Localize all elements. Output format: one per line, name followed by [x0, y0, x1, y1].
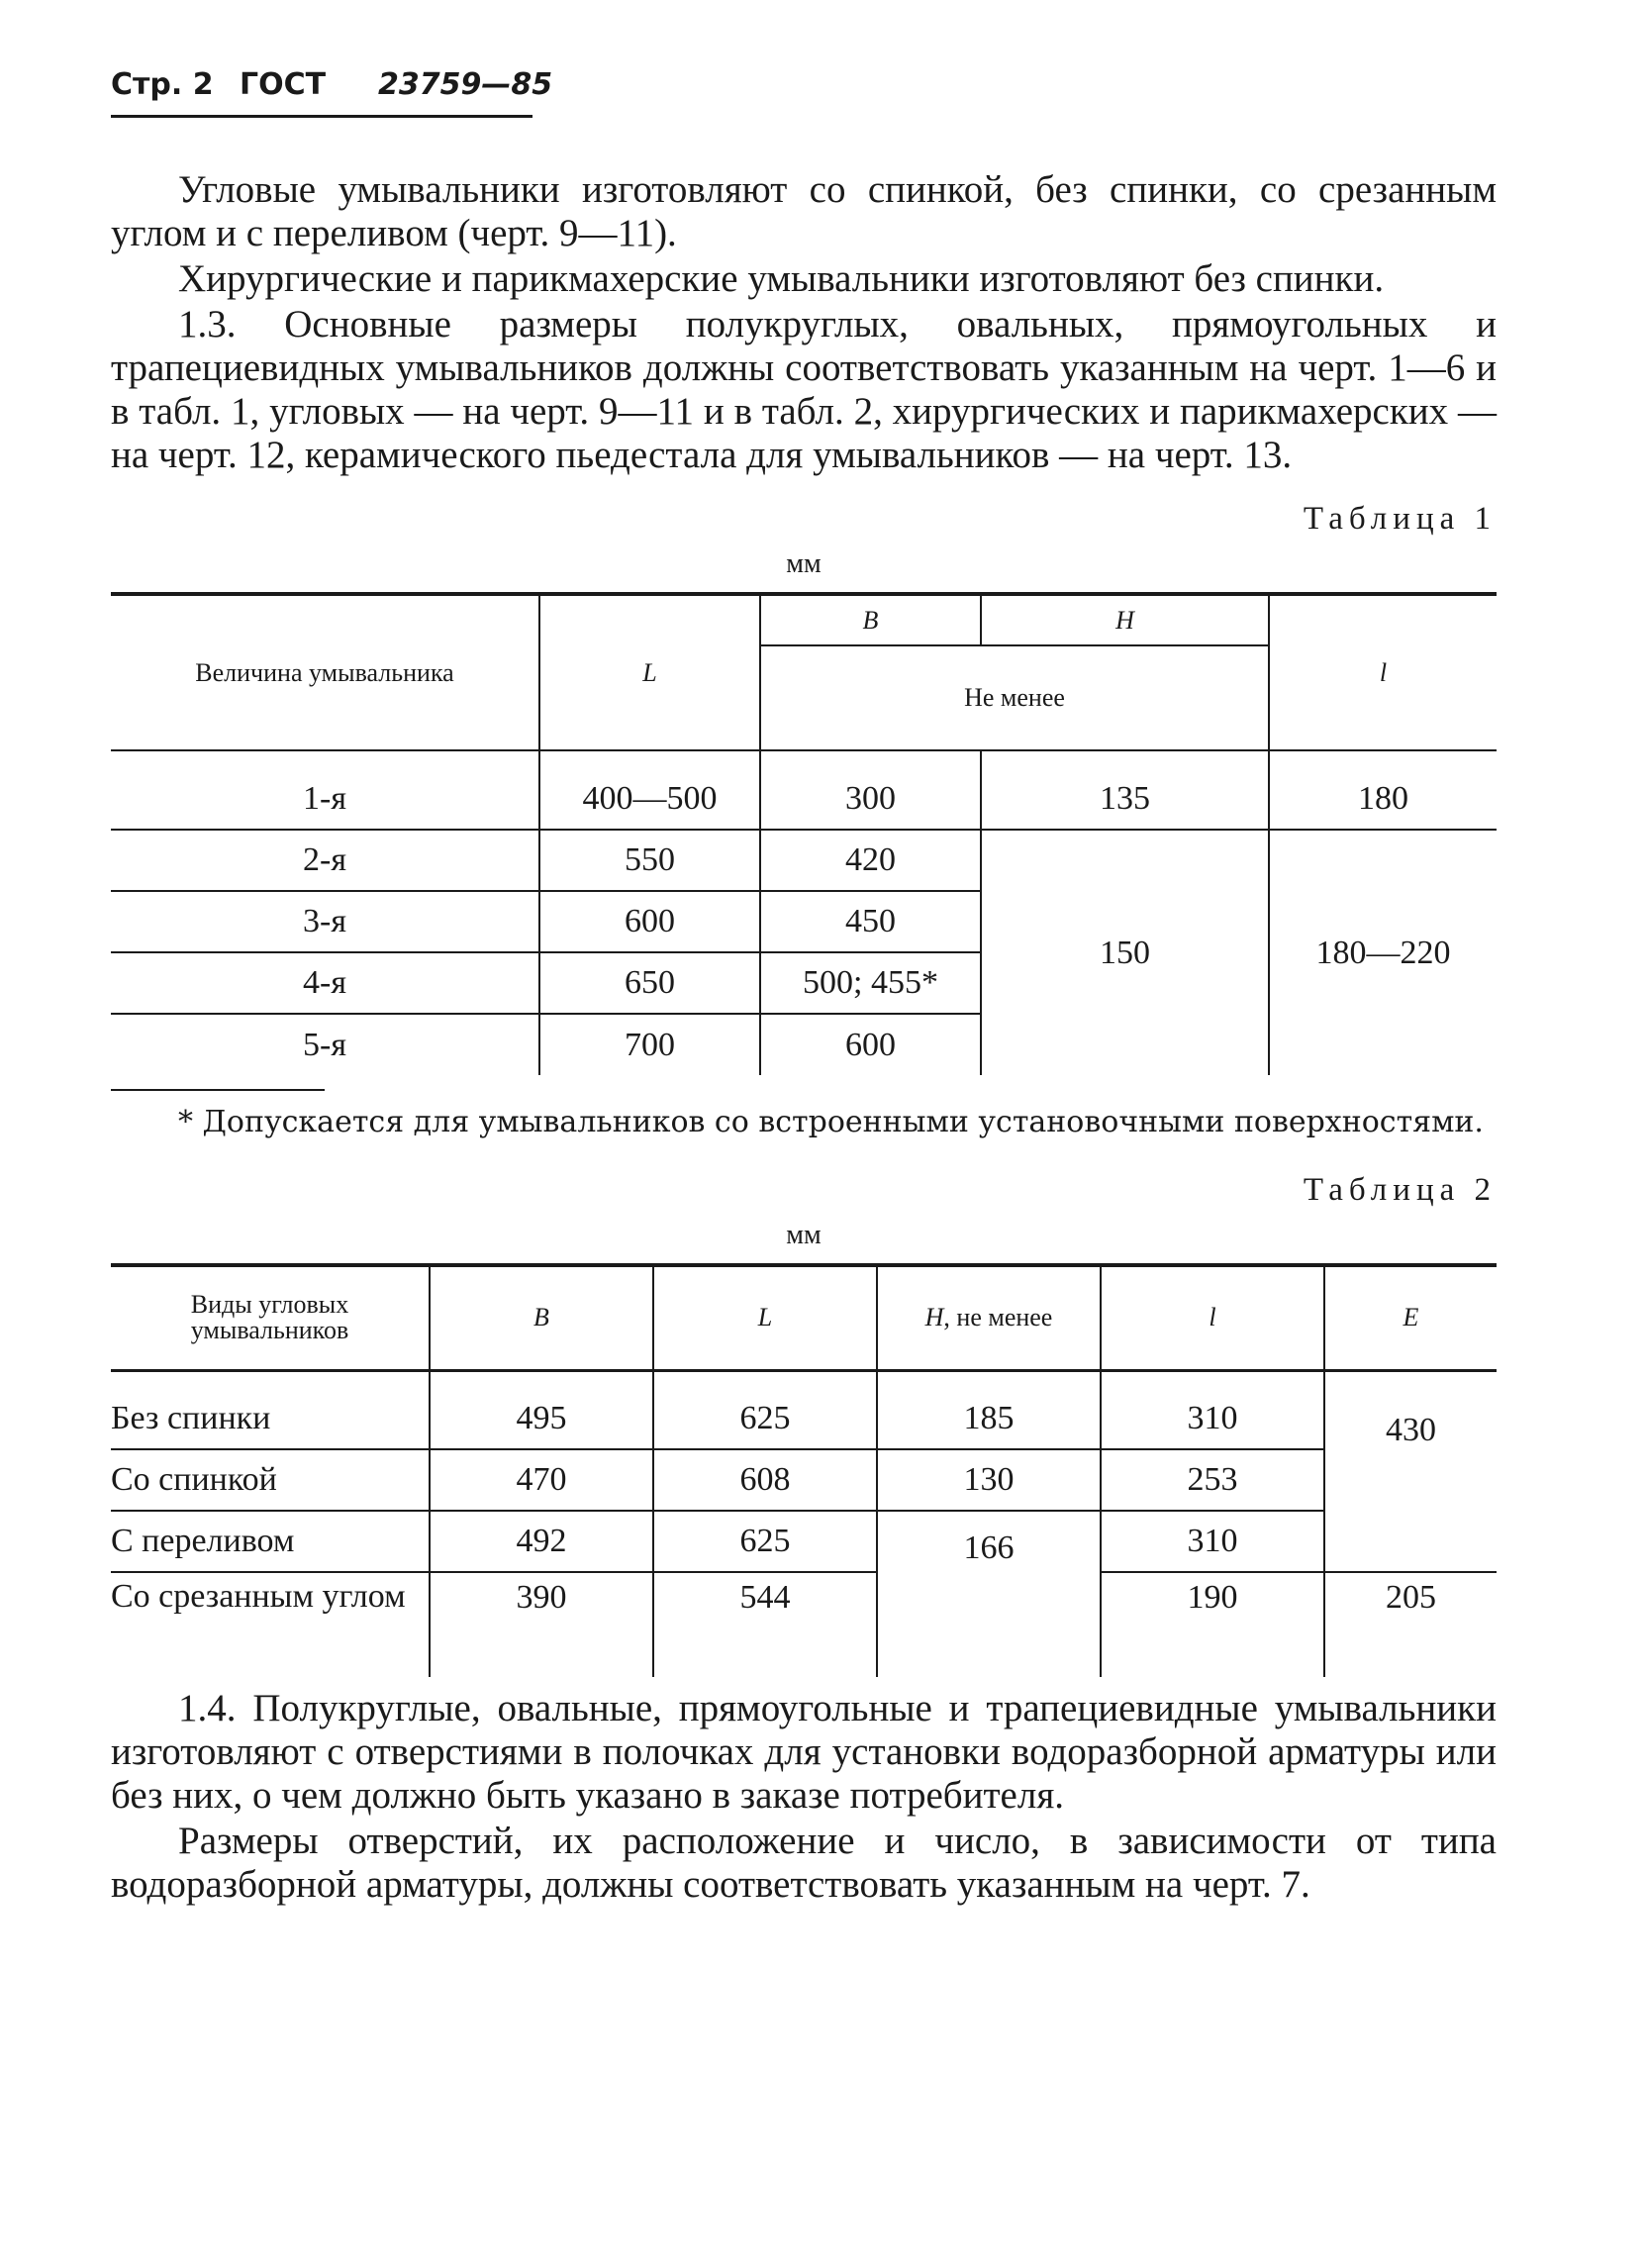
- table-row: [111, 830, 1497, 891]
- standard-number: 23759—85: [378, 67, 553, 102]
- t1-head-L: L: [539, 594, 760, 750]
- header-rule: [111, 115, 532, 118]
- t2-H: 185: [877, 1388, 1101, 1449]
- t1-size: 3-я: [111, 891, 539, 952]
- footnote-rule: [111, 1089, 325, 1091]
- t2-head-H-symbol: H: [924, 1303, 944, 1332]
- t1-head-size: Величина умывальника: [111, 594, 539, 750]
- paragraph-corner-types: Угловые умывальники изготовляют со спинкой, без спинки, со срезанным углом и с переливом (черт. 9—11).: [111, 168, 1497, 254]
- t1-L: 550: [539, 830, 760, 891]
- t2-B: 495: [430, 1388, 653, 1449]
- t2-type: С переливом: [111, 1511, 430, 1572]
- table-row: [111, 1572, 1497, 1677]
- t1-B: 420: [760, 830, 981, 891]
- t1-head-l: l: [1379, 657, 1388, 687]
- table-row: [111, 768, 1497, 830]
- table1-unit: мм: [786, 548, 822, 579]
- t2-l: 310: [1101, 1511, 1324, 1572]
- table2: [111, 1263, 1497, 1677]
- t1-B: 300: [760, 768, 981, 830]
- table1: [111, 592, 1497, 1075]
- t1-L: 650: [539, 952, 760, 1014]
- t2-l: 190: [1101, 1572, 1324, 1677]
- t2-type: Со срезанным углом: [111, 1572, 430, 1677]
- t2-type: Без спинки: [111, 1388, 430, 1449]
- t1-B: 500; 455*: [760, 952, 981, 1014]
- table-row: [111, 1388, 1497, 1449]
- paragraph-1-3: 1.3. Основные размеры полукруглых, овальных, прямоугольных и трапециевидных умывальников должны соответствовать указанным на черт. 1—6 и в табл. 1, угловых — на черт. 9—11 и в табл. 2, хирургических и парикмахерских — на черт. 12, керамического пьедестала для умывальников — на черт. 13.: [111, 303, 1497, 476]
- t1-size: 5-я: [111, 1014, 539, 1075]
- t2-E-top: 430: [1324, 1388, 1497, 1572]
- t2-B: 390: [430, 1572, 653, 1677]
- t1-L: 400—500: [539, 768, 760, 830]
- t1-size: 2-я: [111, 830, 539, 891]
- t1-size: 4-я: [111, 952, 539, 1014]
- t2-head-H-suffix: , не менее: [943, 1303, 1053, 1332]
- paragraph-holes: Размеры отверстий, их расположение и число, в зависимости от типа водоразборной арматуры, должны соответствовать указанным на черт. 7.: [111, 1820, 1497, 1906]
- t2-head-H: [877, 1265, 1101, 1370]
- t1-L: 700: [539, 1014, 760, 1075]
- paragraph-1-4: 1.4. Полукруглые, овальные, прямоугольные и трапециевидные умывальники изготовляют с отверстиями в полочках для установки водоразборной арматуры или без них, о чем должно быть указано в заказе потребителя.: [111, 1687, 1497, 1817]
- t2-head-L: L: [653, 1265, 877, 1370]
- t2-B: 470: [430, 1449, 653, 1511]
- standard-label: ГОСТ: [240, 67, 327, 102]
- t1-head-B: B: [760, 594, 981, 645]
- paragraph-surgical: Хирургические и парикмахерские умывальники изготовляют без спинки.: [178, 257, 1385, 300]
- t2-H-merged: 166: [877, 1511, 1101, 1677]
- table1-footnote: * Допускается для умывальников со встроенными установочными поверхностями.: [178, 1105, 1484, 1139]
- t2-l: 253: [1101, 1449, 1324, 1511]
- table1-caption: Таблица 1: [1303, 501, 1497, 537]
- t1-L: 600: [539, 891, 760, 952]
- table2-unit: мм: [786, 1220, 822, 1250]
- t1-l-rest: 180—220: [1315, 934, 1451, 971]
- running-header: [111, 67, 1497, 123]
- t2-head-l: l: [1101, 1265, 1324, 1370]
- t2-H: 130: [877, 1449, 1101, 1511]
- table-row: [111, 1449, 1497, 1511]
- t2-E-bottom: 205: [1386, 1579, 1436, 1616]
- t1-B: 600: [760, 1014, 981, 1075]
- t2-L: 544: [653, 1572, 877, 1677]
- t1-size: 1-я: [111, 768, 539, 830]
- t2-head-B: B: [430, 1265, 653, 1370]
- page-label: Стр. 2: [111, 67, 214, 102]
- t2-head-E: E: [1403, 1303, 1419, 1332]
- t2-head-type: Виды угловых умывальников: [111, 1265, 430, 1370]
- t2-l: 310: [1101, 1388, 1324, 1449]
- t2-type: Со спинкой: [111, 1449, 430, 1511]
- t1-H-first: 135: [981, 768, 1269, 830]
- t2-L: 625: [653, 1388, 877, 1449]
- t1-H-rest: 150: [981, 830, 1269, 1075]
- document-page: [111, 67, 1497, 1907]
- t1-B: 450: [760, 891, 981, 952]
- t2-B: 492: [430, 1511, 653, 1572]
- table-row: [111, 1511, 1497, 1572]
- t1-head-H: H: [981, 594, 1269, 645]
- table2-caption: Таблица 2: [1303, 1172, 1497, 1208]
- t1-l-first: 180: [1269, 768, 1497, 830]
- t2-L: 625: [653, 1511, 877, 1572]
- t1-head-not-less: Не менее: [760, 645, 1269, 750]
- t2-L: 608: [653, 1449, 877, 1511]
